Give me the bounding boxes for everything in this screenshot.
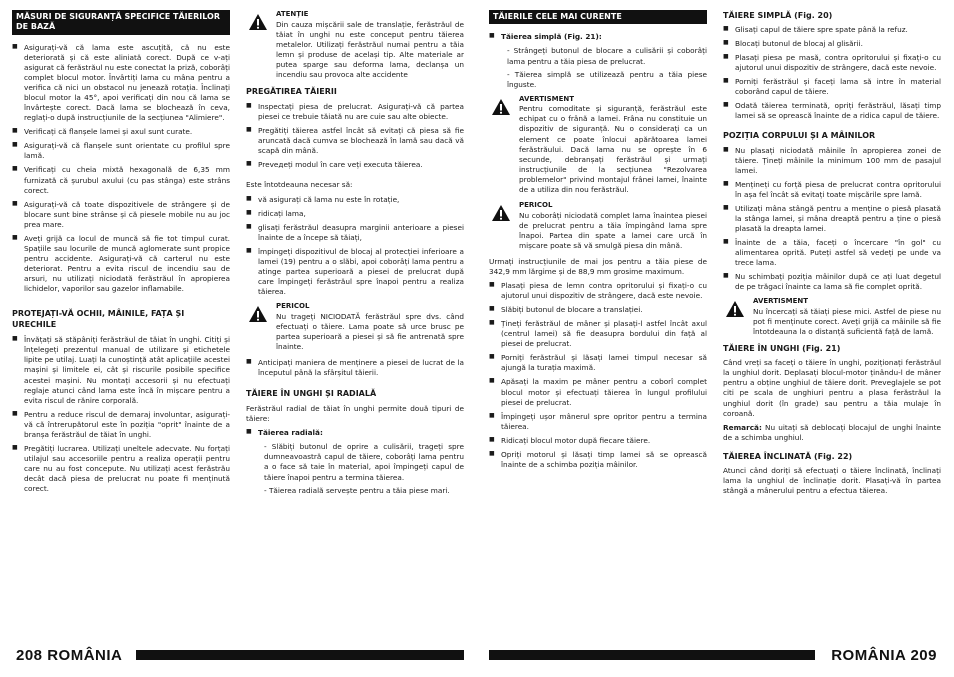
- footer-left: [12, 647, 464, 663]
- list-item: ■ ridicați lama,: [246, 209, 464, 219]
- list-item: ■ Tăierea simplă (Fig. 21):: [489, 32, 707, 42]
- section-title-simple-cut: TĂIERE SIMPLĂ (Fig. 20): [723, 11, 833, 20]
- warning-icon: [725, 300, 745, 318]
- footer-right: [489, 647, 941, 663]
- list-item: ■ vă asigurați că lama nu este în rotație,: [246, 195, 464, 205]
- sub-item: - Strângeți butonul de blocare a culisării și coborâți lama pentru a tăia piesa de prelucrat.: [507, 46, 707, 66]
- section-title-miter: TĂIERE ÎN UNGHI ȘI RADIALĂ: [246, 389, 377, 399]
- list-item: ■ Apăsați la maxim pe mâner pentru a coborî complet blocul motor și efectuați tăierea în lungul profilului piesei de prelucrat.: [489, 377, 707, 407]
- list-item: ■ Preveдеți modul în care veți executa tăierea.: [246, 160, 464, 170]
- list-item: ■ Asigurați-vă că flanșele sunt orientate cu profilul spre lamă.: [12, 141, 230, 161]
- list-item: ■ Inspectați piesa de prelucrat. Asigurați-vă că partea piesei ce trebuie tăiată nu are cuie sau alte obiecte.: [246, 102, 464, 122]
- list-item: ■ Împingeți ușor mânerul spre opritor pentru a termina tăierea.: [489, 412, 707, 432]
- list-item: ■ Porniți ferăstrăul și faceți lama să intre în material coborând capul de tăiere.: [723, 77, 941, 97]
- remark-label: Remarcă:: [723, 422, 762, 432]
- list-item: ■ Asigurați-vă că toate dispozitivele de strângere și de blocare sunt bine strânse și că piesele mobile nu au joc prea mare.: [12, 200, 230, 230]
- danger-block: [246, 302, 464, 352]
- warning-text: Nu încercați să tăiați piese mici. Astfel de piese nu pot fi menținute corect. Aveți grijă ca mâinile să fie întotdeauna la o distanță suficientă față de lamă.: [753, 307, 941, 337]
- section-title-protection: PROTEJAȚI-VĂ OCHII, MÂINILE, FAȚA ȘI URECHILE: [12, 309, 185, 330]
- paragraph: Când vreți sa faceți o tăiere în unghi, poziționați ferăstrăul la unghiul dorit. Deplasați blocul-motor ținându-l de mâner pentru a obține unghiul de tăiere dorit. Preveglajele se pot citi pe scala de unghiuri pentru a plasa ferăstrăul la unghiul dorit (în grade) sau pentru a tăia mulaje în coroană.: [723, 358, 941, 418]
- language-label: ROMÂNIA: [831, 647, 906, 664]
- warning-title: AVERTISMENT: [519, 94, 575, 103]
- list-item: ■ Asigurați-vă că lama este ascuțită, că nu este deteriorată și că este aliniată corect. După ce v-ați asigurat că ferăstrăul nu este conectat la priză, coborâți complet blocul motor. Învârtiți lama cu mâna pentru a verifica că nici un obstacol nu jenează rotația. Înclinați blocul motor la 45°, apoi verificați din nou că lama se învârtește corect. Dacă lama se blochează în ceva, reglați-o după instrucțiunile de la secțiunea "Alimiere".: [12, 43, 230, 124]
- column-1: [12, 10, 230, 498]
- danger-title: PERICOL: [519, 200, 553, 209]
- list-item: ■ Anticipați maniera de menținere a piesei de lucrat de la începutul până la sfârșitul tăierii.: [246, 358, 464, 378]
- list-item: ■ împingeți dispozitivul de blocaj al protecției inferioare a lamei (19) pentru a o slăbi, apoi coborâți lama pentru a atinge partea superioară a piesei de prelucrat după care împingeți ferăstrăul spre înapoi pentru a realiza tăierea.: [246, 247, 464, 297]
- list-item: ■ Blocați butonul de blocaj al glisării.: [723, 39, 941, 49]
- list-item: ■ Glisați capul de tăiere spre spate până la refuz.: [723, 25, 941, 35]
- list-item: ■ Verificați cu cheia mixtă hexagonală de 6,35 mm furnizată că șurubul axului (cu pas stânga) este strâns corect.: [12, 165, 230, 195]
- list-item: ■ Opriți motorul și lăsați timp lamei să se oprească înainte de a schimba poziția mâinilor.: [489, 450, 707, 470]
- list-item: ■ Ridicați blocul motor după fiecare tăiere.: [489, 436, 707, 446]
- footer-label-left: [16, 646, 122, 667]
- warning-title: AVERTISMENT: [753, 297, 809, 306]
- section-title-body-position: POZIȚIA CORPULUI ȘI A MÂINILOR: [723, 130, 876, 140]
- list-item: ■ Porniți ferăstrăul și lăsați lamei timpul necesar să ajungă la turația maximă.: [489, 353, 707, 373]
- danger-title: PERICOL: [276, 302, 310, 311]
- list-item: ■ Tăierea radială:: [246, 428, 464, 438]
- warning-icon: [491, 204, 511, 222]
- page-number: 209: [910, 647, 937, 664]
- intro-text: Este întotdeauna necesar să:: [246, 180, 353, 190]
- language-label: ROMÂNIA: [47, 647, 123, 664]
- list-item: ■ Slăbiți butonul de blocare a translației.: [489, 305, 707, 315]
- list-item: ■ Plasați piesa pe masă, contra opritorului și fixați-o cu ajutorul unui dispozitiv de strângere, dacă este nevoie.: [723, 53, 941, 73]
- list-item: ■ Plasați piesa de lemn contra opritorului și fixați-o cu ajutorul unui dispozitiv de strângere, dacă este nevoie.: [489, 281, 707, 301]
- list-item: ■ Pregătiți lucrarea. Utilizați uneltele adecvate. Nu forțați utilajul sau accesoriile pentru a realiza operații pentru care nu au fost concepute. Nu utilizați acest ferăstrău decât dacă piesa de prelucrat nu poate fi menținută corect.: [12, 444, 230, 494]
- sub-item: - Tăierea radială servește pentru a tăia piese mari.: [264, 485, 450, 495]
- footer-bar: [489, 650, 815, 660]
- footer-bar: [136, 650, 464, 660]
- section-header-safety: MĂSURI DE SIGURANȚĂ SPECIFICE TĂIERILOR DE BAZĂ: [12, 10, 230, 35]
- section-title-preparation: PREGĂTIREA TĂIERII: [246, 87, 337, 97]
- footer-label-right: [831, 646, 937, 667]
- column-4: [723, 10, 941, 500]
- list-item: ■ Învățați să stăpâniți ferăstrăul de tăiat în unghi. Citiți și înțelegeți prezentul manual de utilizare și etichetele lipite pe utilaj. Luați la cunoștință atât aplicațiile acestei mașini și limitele ei, cât și riscurile posibile specifice acestei mașini. Nu montați accesorii și nu efectuați reglaje atunci când lama este încă în mișcare pentru a evita riscul de rănire corporală.: [12, 335, 230, 405]
- warning-title: ATENȚIE: [276, 10, 309, 18]
- list-item: ■ Nu plasați niciodată mâinile în apropierea zonei de tăiere. Țineți mâinile la minimum 100 mm de pasajul lamei.: [723, 146, 941, 176]
- section-header-common-cuts: TĂIERILE CELE MAI CURENTE: [489, 10, 707, 24]
- warning-icon: [248, 13, 268, 31]
- list-item: ■ Pregătiți tăierea astfel încât să evitați că piesa să fie aruncată dacă cumva se blochează în lamă sau dacă vă scapă din mână.: [246, 126, 464, 156]
- list-item: ■ Mențineți cu forță piesa de prelucrat contra opritorului în așa fel încât să evitați toate mișcările spre lamă.: [723, 180, 941, 200]
- list-item: ■ Odată tăierea terminată, opriți ferăstrăul, lăsați timp lamei să se oprească înainte de a ridica capul de tăiere.: [723, 101, 941, 121]
- list-item: ■ Înainte de a tăia, faceți o încercare "în gol" cu alimentarea oprită. Puteți astfel să vedeți pe unde va trece lama.: [723, 238, 941, 268]
- list-item: ■ Aveți grijă ca locul de muncă să fie tot timpul curat. Spațiile sau locurile de muncă aglomerate sunt propice pentru accidente. Asigurați-vă că carterul nu este deteriorat. Pentru a evita riscul de incendiu sau de arsuri, nu utilizați niciodată ferăstrăul în apropierea lichidelor, vaporilor sau gazelor inflamabile.: [12, 234, 230, 294]
- list-item: ■ Verificați că flanșele lamei și axul sunt curate.: [12, 127, 230, 137]
- paragraph: Atunci când doriți să efectuați o tăiere înclinată, înclinați lama la unghiul de înclinație dorit. Plasați-vă în partea stângă a mânerului pentru a efectua tăierea.: [723, 465, 941, 495]
- warning-block: [489, 95, 707, 195]
- section-title-bevel-cut: TĂIEREA ÎNCLINATĂ (Fig. 22): [723, 451, 853, 461]
- warning-text: Pentru comoditate și siguranță, ferăstrăul este echipat cu o frână a lamei. Frâna nu constituie un dispozitiv de siguranță. Nu o considerați ca un element ce poate înlocui apărătoarea lamei ferăstrăului. Dacă lama nu se oprește în 6 secunde, debranșați ferăstrăul și urmați instrucțiunile de la secțiunea "Rezolvarea problemelor" privind montajul frânei lamei, înainte de a utiliza din nou ferăstrăul.: [519, 104, 707, 194]
- remark-text: Nu uitați să deblocați blocajul de unghi înainte de a schimba unghiul.: [723, 422, 941, 442]
- warning-icon: [248, 305, 268, 323]
- section-title-angle-cut: TĂIERE ÎN UNGHI (Fig. 21): [723, 344, 841, 354]
- danger-text: Nu trageți NICIODATĂ ferăstrăul spre dvs. când efectuați o tăiere. Lama poate să urce brusc pe partea superioară a piesei și să fie antrenată spre înainte.: [276, 311, 464, 351]
- remark: [723, 423, 941, 443]
- list-item: ■ Pentru a reduce riscul de demaraj involuntar, asigurați-vă că întrerupătorul este în poziția "oprit" înainte de a branșa ferăstrăul de tăiat în unghi.: [12, 410, 230, 440]
- list-item: ■ glisați ferăstrăul deasupra marginii anterioare a piesei înainte de a începe să tăiați,: [246, 223, 464, 243]
- page-number: 208: [16, 647, 43, 664]
- column-3: [489, 10, 707, 474]
- danger-text: Nu coborâți niciodată complet lama înaintea piesei de prelucrat pentru a tăia împingând lama spre înapoi. Partea din spate a lamei care urcă în mișcare poate să vă smulgă piesa din mână.: [519, 210, 707, 250]
- danger-block: [489, 201, 707, 251]
- intro-text: Ferăstrăul radial de tăiat în unghi permite două tipuri de tăiere:: [246, 404, 464, 424]
- warning-text: Din cauza mișcării sale de translație, ferăstrăul de tăiat în unghi nu este conceput pentru tăierea metalelor. Utilizați ferăstrăul numai pentru a tăia lemn și produse de același tip. Alte materiale ar putea sparge sau deforma lama, declanșa un incendiu sau provoca alte accidente: [276, 19, 464, 79]
- warning-icon: [491, 98, 511, 116]
- warning-block: [723, 297, 941, 337]
- list-item: ■ Nu schimbați poziția mâinilor după ce ați luat degetul de pe trăgaci înainte ca lama să fie complet oprită.: [723, 272, 941, 292]
- sub-item: - Tăierea simplă se utilizează pentru a tăia piese înguste.: [507, 69, 707, 89]
- dimensions-text: Urmați instrucțiunile de mai jos pentru a tăia piese de 342,9 mm lărgime și de 88,9 mm grosime maximum.: [489, 256, 707, 276]
- list-item: ■ Utilizați mâna stângă pentru a menține o piesă plasată la stânga lamei, și mâna dreaptă pentru a ține o piesă plasată la dreapta lamei.: [723, 204, 941, 234]
- column-2: [246, 10, 464, 499]
- sub-item: - Slăbiți butonul de oprire a culisării, trageți spre dumneavoastră capul de tăiere, coborâți lama pentru a o face să taie în material, apoi împingeți capul de tăiere înapoi pentru a termina tăierea.: [264, 442, 464, 482]
- list-item: ■ Țineți ferăstrăul de mâner și plasați-l astfel încât axul (centrul lamei) să fie deasupra bordului din față al piesei de prelucrat.: [489, 319, 707, 349]
- warning-block: [246, 10, 464, 80]
